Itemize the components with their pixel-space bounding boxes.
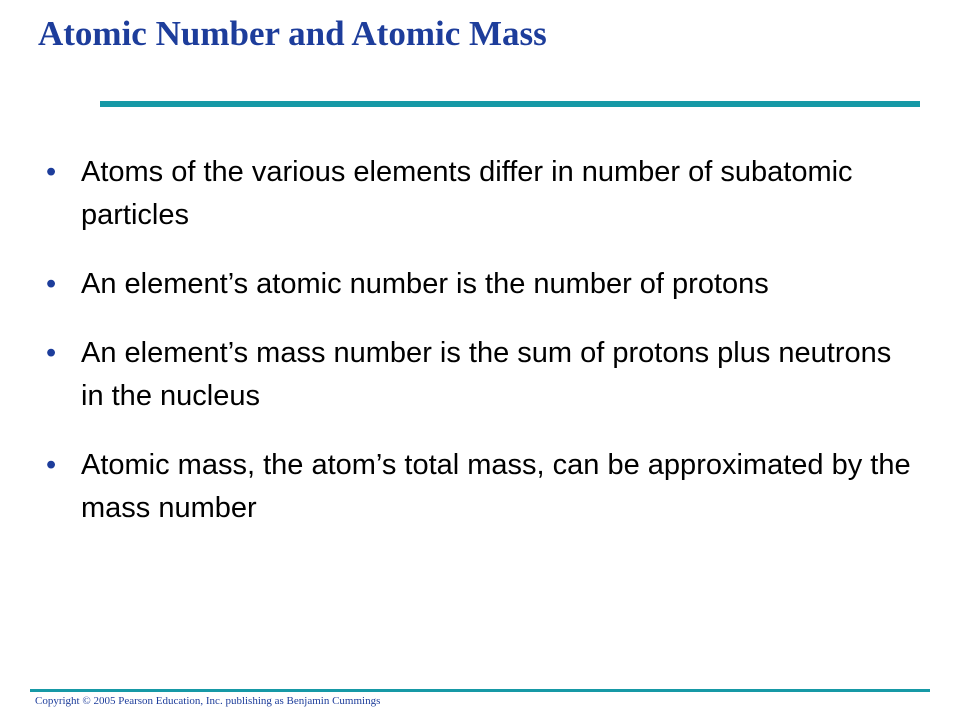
bullet-text: Atoms of the various elements differ in number of subatomic particles <box>81 156 853 231</box>
bullet-marker: • <box>46 156 57 188</box>
copyright-footer: Copyright © 2005 Pearson Education, Inc. publishing as Benjamin Cummings <box>35 695 381 707</box>
bullet-text: An element’s atomic number is the number of protons <box>81 268 769 300</box>
bullet-marker: • <box>46 268 57 300</box>
bullet-item <box>46 444 916 530</box>
bullet-item <box>46 263 916 306</box>
slide-title: Atomic Number and Atomic Mass <box>38 14 547 53</box>
bullet-marker: • <box>46 337 57 369</box>
bullet-text: Atomic mass, the atom’s total mass, can be approximated by the mass number <box>81 449 911 524</box>
bullet-item <box>46 332 916 418</box>
bullet-marker: • <box>46 449 57 481</box>
bullet-item <box>46 151 916 237</box>
title-divider <box>100 101 920 107</box>
bullet-text: An element’s mass number is the sum of protons plus neutrons in the nucleus <box>81 337 892 412</box>
bullet-list <box>46 151 916 556</box>
footer-divider <box>30 689 930 692</box>
